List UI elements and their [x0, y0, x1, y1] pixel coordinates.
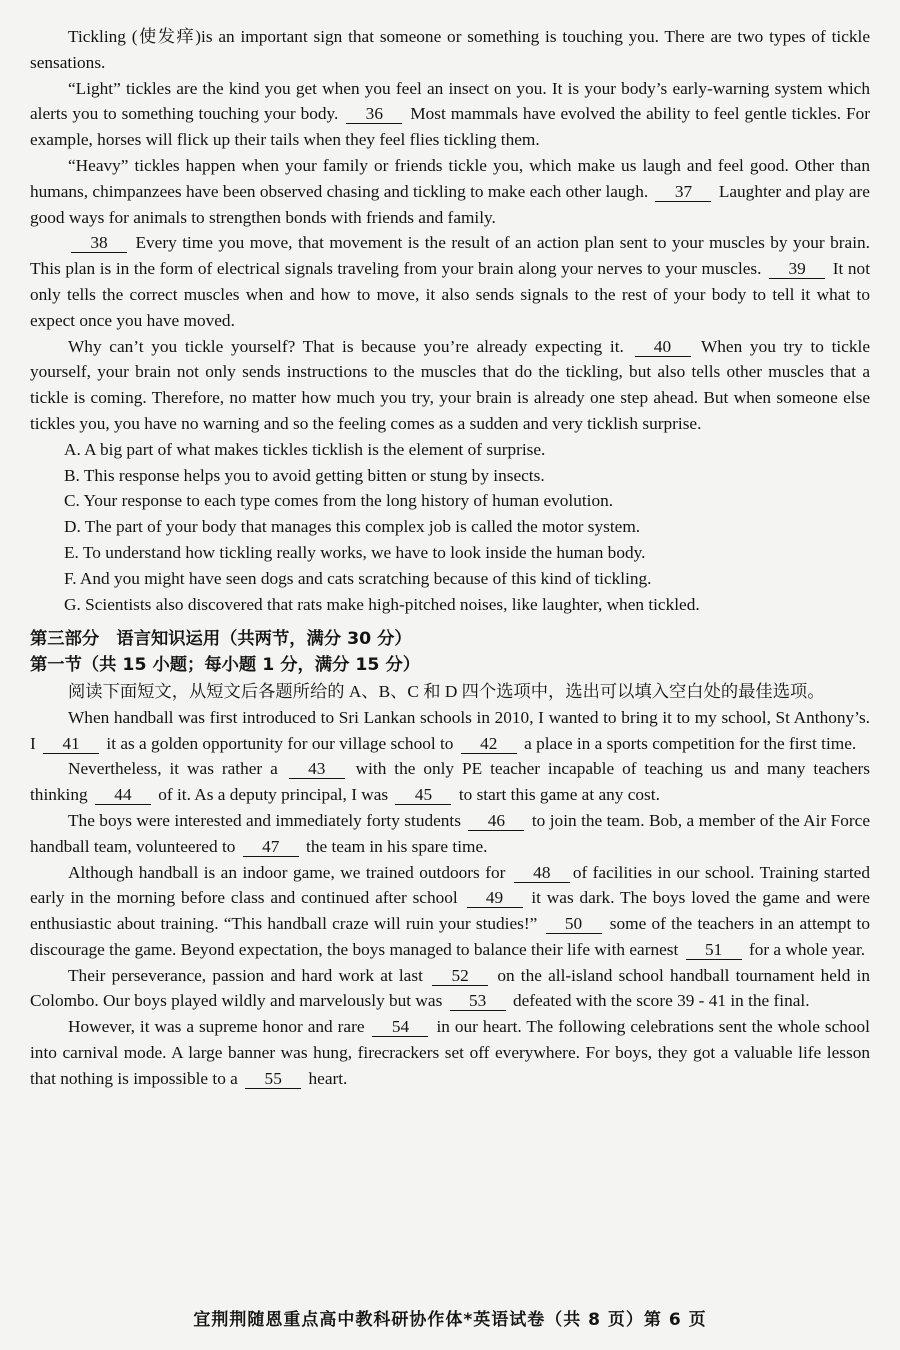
option-list	[30, 437, 870, 618]
answer-blank: 54	[372, 1017, 428, 1037]
page-footer: 宜荆荆随恩重点高中教科研协作体*英语试卷（共 8 页）第 6 页	[193, 1310, 707, 1330]
answer-blank: 45	[395, 785, 451, 805]
answer-blank: 43	[289, 759, 345, 779]
answer-blank: 44	[95, 785, 151, 805]
cloze-paragraph-1: When handball was first introduced to Sri Lankan schools in 2010, I wanted to bring it to my school, St Anthony’s. I 41 it as a golden opportunity for our village school to 42 a place in a sports competition for the first time.	[30, 707, 870, 753]
answer-blank: 41	[43, 734, 99, 754]
answer-blank: 40	[635, 337, 691, 357]
answer-blank: 42	[461, 734, 517, 754]
option-b: B. This response helps you to avoid getting bitten or stung by insects.	[64, 465, 545, 485]
instructions: 阅读下面短文，从短文后各题所给的 A、B、C 和 D 四个选项中，选出可以填入空白处的最佳选项。	[68, 681, 825, 701]
answer-blank: 37	[655, 182, 711, 202]
answer-blank: 36	[346, 104, 402, 124]
answer-blank: 51	[686, 940, 742, 960]
option-g: G. Scientists also discovered that rats make high-pitched noises, like laughter, when tickled.	[64, 594, 700, 614]
answer-blank: 48	[514, 863, 570, 883]
option-c: C. Your response to each type comes from the long history of human evolution.	[64, 491, 614, 511]
answer-blank: 39	[769, 259, 825, 279]
answer-blank: 55	[245, 1069, 301, 1089]
cloze-paragraph-4: Although handball is an indoor game, we trained outdoors for 48 of facilities in our school. Training started early in the morning before class and continued after school 49 it was dark. The boys loved the game and were enthusiastic about training. “This handball craze will ruin your studies!” 50 some of the teachers in an attempt to discourage the game. Beyond expectation, the boys managed to balance their life with earnest 51 for a whole year.	[30, 862, 870, 959]
reading-paragraph-5: Why can’t you tickle yourself? That is because you’re already expecting it. 40 When you try to tickle yourself, your brain not only sends instructions to the muscles that do the tickling, but also tells other muscles that a tickle is coming. Therefore, no matter how much you try, your brain is already one step ahead. But when someone else tickles you, you have no warning and so the feeling comes as a sudden and very ticklish surprise.	[30, 336, 870, 433]
answer-blank: 50	[546, 914, 602, 934]
answer-blank: 53	[450, 991, 506, 1011]
reading-paragraph-3: “Heavy” tickles happen when your family or friends tickle you, which make us laugh and feel good. Other than humans, chimpanzees have been observed chasing and tickling to make each other laugh. 37 Laughter and play are good ways for animals to strengthen bonds with friends and family.	[30, 155, 870, 227]
option-d: D. The part of your body that manages this complex job is called the motor system.	[64, 517, 641, 537]
reading-paragraph-1: Tickling (使发痒)is an important sign that someone or something is touching you. There are two types of tickle sensations.	[30, 27, 870, 72]
cloze-paragraph-3: The boys were interested and immediately forty students 46 to join the team. Bob, a member of the Air Force handball team, volunteered to 47 the team in his spare time.	[30, 810, 871, 856]
cloze-paragraph-2: Nevertheless, it was rather a 43 with the only PE teacher incapable of teaching us and many teachers thinking 44 of it. As a deputy principal, I was 45 to start this game at any cost.	[30, 759, 870, 805]
cloze-paragraph-5: Their perseverance, passion and hard work at last 52 on the all-island school handball tournament held in Colombo. Our boys played wildly and marvelously but was 53 defeated with the score 39 - 41 in the final.	[30, 965, 870, 1011]
answer-blank: 52	[432, 966, 488, 986]
answer-blank: 47	[243, 837, 299, 857]
part-three-title: 第三部分 语言知识运用（共两节，满分 30 分）	[30, 629, 412, 650]
answer-blank: 46	[468, 811, 524, 831]
reading-paragraph-4: 38 Every time you move, that movement is the result of an action plan sent to your muscles by your brain. This plan is in the form of electrical signals traveling from your brain along your nerves to your muscles. 39 It not only tells the correct muscles when and how to move, it also sends signals to the rest of your body to tell it what to expect once you have moved.	[30, 233, 870, 330]
reading-paragraph-2: “Light” tickles are the kind you get when you feel an insect on you. It is your body’s early-warning system which alerts you to something touching your body. 36 Most mammals have evolved the ability to feel gentle tickles. For example, horses will flick up their tails when they feel flies tickling them.	[30, 78, 871, 150]
option-a: A. A big part of what makes tickles ticklish is the element of surprise.	[64, 439, 546, 459]
cloze-paragraph-6: However, it was a supreme honor and rare 54 in our heart. The following celebrations sent the whole school into carnival mode. A large banner was hung, firecrackers set off everywhere. For boys, they got a valuable life lesson that nothing is impossible to a 55 heart.	[30, 1017, 870, 1088]
answer-blank: 38	[71, 233, 127, 253]
option-e: E. To understand how tickling really works, we have to look inside the human body.	[64, 542, 646, 562]
answer-blank: 49	[467, 888, 523, 908]
section-one-title: 第一节（共 15 小题；每小题 1 分，满分 15 分）	[30, 655, 421, 676]
option-f: F. And you might have seen dogs and cats scratching because of this kind of tickling.	[64, 568, 652, 588]
